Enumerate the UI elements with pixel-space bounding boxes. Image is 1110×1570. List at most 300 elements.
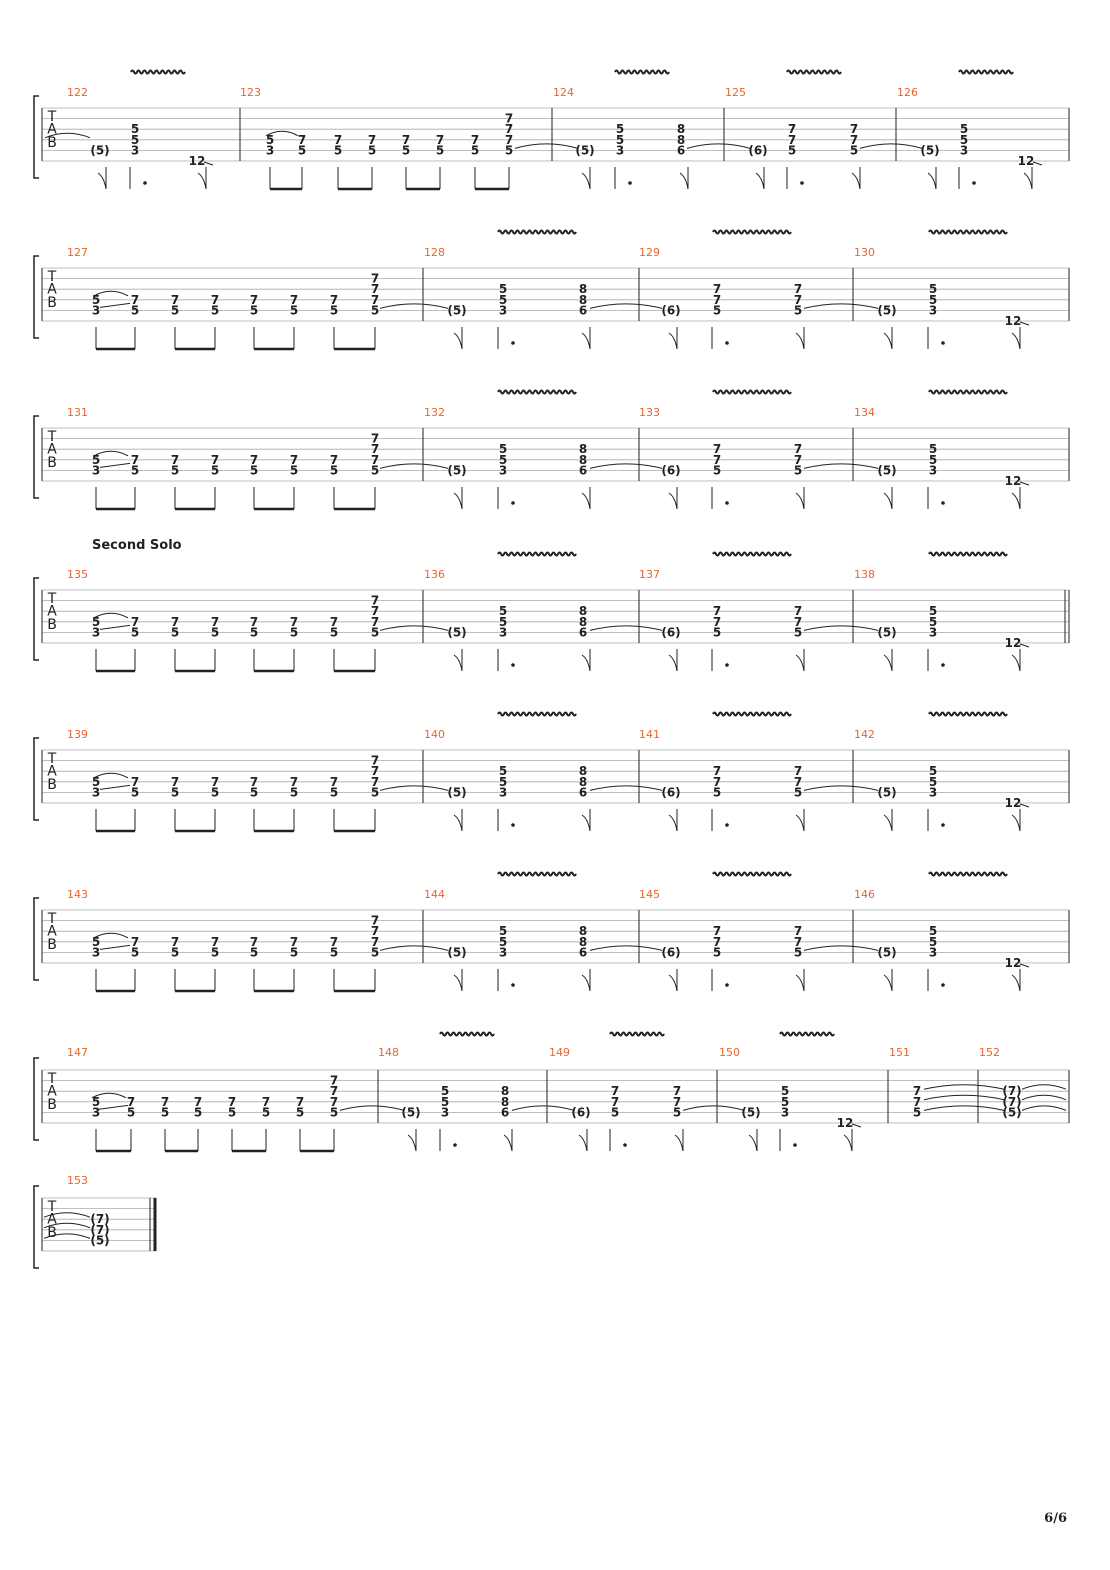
fret-number: 5: [712, 463, 722, 478]
fret-number: 7: [712, 452, 722, 467]
fret-number: 6: [578, 303, 588, 318]
vibrato-mark: [929, 713, 1007, 716]
note-stem-flag: [884, 809, 892, 831]
fret-number: 3: [928, 945, 938, 960]
fret-number: 5: [928, 282, 938, 297]
note-stem-flag: [680, 167, 688, 189]
fret-number: (5): [575, 143, 595, 158]
tie-arc: [380, 304, 448, 309]
fret-number: (5): [877, 625, 897, 640]
tie-arc: [515, 144, 578, 149]
tab-letter-t: T: [47, 1199, 57, 1215]
fret-number: 5: [928, 934, 938, 949]
fret-number: 8: [578, 934, 588, 949]
fret-number: 7: [289, 292, 299, 307]
fret-number: 3: [91, 463, 101, 478]
note-stem-flag: [454, 487, 462, 509]
tab-letter-a: A: [47, 923, 57, 940]
measure-number: 123: [240, 86, 261, 99]
fret-number: 8: [500, 1084, 510, 1099]
tie-arc: [590, 626, 662, 631]
fret-number: 12: [1004, 314, 1022, 328]
fret-number: 7: [170, 614, 180, 629]
system-bracket: [34, 898, 39, 980]
fret-number: 5: [289, 945, 299, 960]
vibrato-mark: [498, 231, 576, 234]
fret-number: 7: [370, 271, 380, 286]
fret-number: 7: [912, 1094, 922, 1109]
system-bracket: [34, 256, 39, 338]
fret-number: 5: [130, 785, 140, 800]
fret-number: (5): [447, 945, 467, 960]
measure-number: 125: [725, 86, 746, 99]
measure-number: 140: [424, 728, 445, 741]
measure-number: 136: [424, 568, 445, 581]
measure-number: 126: [897, 86, 918, 99]
dot: [793, 1143, 797, 1147]
system-bracket: [34, 1058, 39, 1140]
section-label: Second Solo: [92, 538, 182, 553]
measure-number: 150: [719, 1046, 740, 1059]
fret-number: 7: [289, 614, 299, 629]
fret-number: (5): [877, 785, 897, 800]
fret-number: 5: [210, 303, 220, 318]
fret-number: 8: [578, 614, 588, 629]
tab-letter-t: T: [47, 429, 57, 445]
bend-line: [100, 463, 130, 467]
system-bracket: [34, 96, 39, 178]
measure-number: 138: [854, 568, 875, 581]
fret-number: 7: [249, 292, 259, 307]
note-stem-flag: [852, 167, 860, 189]
fret-number: 7: [367, 132, 377, 147]
fret-number: 7: [289, 774, 299, 789]
vibrato-mark: [713, 391, 791, 394]
vibrato-mark: [440, 1033, 494, 1036]
fret-number: 7: [370, 753, 380, 768]
fret-number: (5): [877, 303, 897, 318]
fret-number: 7: [329, 452, 339, 467]
fret-number: 7: [712, 282, 722, 297]
fret-number: 8: [578, 282, 588, 297]
fret-number: 5: [160, 1105, 170, 1120]
fret-number: 5: [249, 945, 259, 960]
tie-arc: [380, 786, 448, 791]
tie-arc: [590, 946, 662, 951]
note-stem-flag: [669, 649, 677, 671]
fret-number: 5: [498, 452, 508, 467]
fret-number: 7: [370, 924, 380, 939]
fret-number: (6): [661, 303, 681, 318]
fret-number: 7: [435, 132, 445, 147]
measure-number: 139: [67, 728, 88, 741]
fret-number: 7: [170, 452, 180, 467]
fret-number: 3: [498, 945, 508, 960]
fret-number: (7): [1002, 1084, 1022, 1099]
measure-number: 122: [67, 86, 88, 99]
measure-number: 149: [549, 1046, 570, 1059]
dot: [941, 983, 945, 987]
fret-number: 5: [498, 282, 508, 297]
tab-letter-a: A: [47, 121, 57, 138]
fret-number: 5: [130, 303, 140, 318]
fret-number: 7: [329, 614, 339, 629]
fret-number: 5: [928, 774, 938, 789]
fret-number: 5: [928, 764, 938, 779]
fret-number: 7: [130, 292, 140, 307]
dot: [511, 823, 515, 827]
fret-number: 5: [370, 303, 380, 318]
fret-number: 7: [793, 292, 803, 307]
tab-letter-a: A: [47, 603, 57, 620]
fret-number: 7: [130, 614, 140, 629]
tie-arc: [804, 626, 878, 631]
note-stem-flag: [504, 1129, 512, 1151]
fret-number: (7): [90, 1212, 110, 1227]
note-stem-flag: [669, 809, 677, 831]
fret-number: 7: [849, 122, 859, 137]
vibrato-mark: [498, 713, 576, 716]
fret-number: 7: [912, 1084, 922, 1099]
fret-number: 5: [712, 785, 722, 800]
fret-number: 5: [261, 1105, 271, 1120]
fret-number: 7: [793, 934, 803, 949]
fret-number: (5): [90, 1233, 110, 1248]
fret-number: 7: [370, 913, 380, 928]
measure-number: 142: [854, 728, 875, 741]
tie-arc: [1022, 1085, 1066, 1090]
fret-number: 5: [170, 785, 180, 800]
fret-number: 3: [959, 143, 969, 158]
fret-number: 3: [615, 143, 625, 158]
tie-arc: [340, 1106, 404, 1111]
fret-number: 8: [578, 764, 588, 779]
fret-number: 7: [170, 774, 180, 789]
fret-number: 5: [672, 1105, 682, 1120]
fret-number: 5: [787, 143, 797, 158]
fret-number: 6: [578, 945, 588, 960]
note-stem-flag: [796, 327, 804, 349]
fret-number: 7: [370, 292, 380, 307]
fret-number: 5: [370, 463, 380, 478]
fret-number: 5: [928, 614, 938, 629]
fret-number: 12: [1004, 636, 1022, 650]
fret-number: (5): [447, 303, 467, 318]
fret-number: 7: [329, 774, 339, 789]
note-stem-flag: [1024, 167, 1032, 189]
measure-number: 127: [67, 246, 88, 259]
tab-letter-a: A: [47, 281, 57, 298]
fret-number: 7: [712, 604, 722, 619]
system-bracket: [34, 416, 39, 498]
fret-number: 7: [193, 1094, 203, 1109]
fret-number: 5: [329, 303, 339, 318]
fret-number: 7: [329, 1084, 339, 1099]
fret-number: 5: [928, 924, 938, 939]
fret-number: 3: [928, 303, 938, 318]
note-stem-flag: [796, 969, 804, 991]
fret-number: 7: [793, 764, 803, 779]
fret-number: 6: [578, 625, 588, 640]
fret-number: (6): [661, 625, 681, 640]
tie-arc: [380, 946, 448, 951]
fret-number: 7: [170, 934, 180, 949]
fret-number: 3: [91, 785, 101, 800]
fret-number: 5: [712, 945, 722, 960]
fret-number: 7: [504, 122, 514, 137]
vibrato-mark: [498, 873, 576, 876]
fret-number: 3: [498, 303, 508, 318]
note-stem-flag: [749, 1129, 757, 1151]
fret-number: 5: [91, 774, 101, 789]
fret-number: 5: [289, 303, 299, 318]
fret-number: 8: [578, 924, 588, 939]
fret-number: 5: [712, 303, 722, 318]
tie-arc: [687, 144, 750, 149]
fret-number: 7: [712, 442, 722, 457]
system-bracket: [34, 738, 39, 820]
fret-number: 3: [498, 463, 508, 478]
fret-number: 5: [289, 463, 299, 478]
fret-number: 5: [170, 945, 180, 960]
fret-number: 7: [793, 452, 803, 467]
fret-number: 7: [370, 593, 380, 608]
tab-letter-a: A: [47, 1083, 57, 1100]
vibrato-mark: [959, 71, 1013, 74]
fret-number: 7: [712, 764, 722, 779]
tie-arc: [860, 144, 922, 149]
note-stem-flag: [884, 487, 892, 509]
vibrato-mark: [498, 391, 576, 394]
tie-arc: [512, 1106, 574, 1111]
fret-number: 7: [370, 774, 380, 789]
fret-number: 7: [370, 604, 380, 619]
measure-number: 143: [67, 888, 88, 901]
fret-number: 12: [1004, 474, 1022, 488]
bend-line: [98, 1105, 128, 1109]
fret-number: 7: [249, 614, 259, 629]
fret-number: 5: [370, 625, 380, 640]
note-stem-flag: [884, 327, 892, 349]
fret-number: 3: [91, 1105, 101, 1120]
note-stem-flag: [1012, 327, 1020, 349]
fret-number: (7): [90, 1222, 110, 1237]
fret-number: 5: [249, 785, 259, 800]
dot: [941, 663, 945, 667]
fret-number: 7: [130, 934, 140, 949]
measure-number: 146: [854, 888, 875, 901]
measure-number: 131: [67, 406, 88, 419]
fret-number: 5: [130, 625, 140, 640]
fret-number: 5: [793, 463, 803, 478]
fret-number: 8: [676, 132, 686, 147]
fret-number: 5: [329, 945, 339, 960]
note-stem-flag: [579, 1129, 587, 1151]
fret-number: 7: [401, 132, 411, 147]
fret-number: 5: [170, 463, 180, 478]
fret-number: 7: [712, 924, 722, 939]
fret-number: 7: [793, 774, 803, 789]
fret-number: 5: [928, 604, 938, 619]
tie-arc: [683, 1106, 744, 1111]
fret-number: 5: [297, 143, 307, 158]
fret-number: 7: [370, 442, 380, 457]
measure-number: 137: [639, 568, 660, 581]
fret-number: 7: [793, 604, 803, 619]
fret-number: 7: [712, 934, 722, 949]
fret-number: 7: [130, 452, 140, 467]
dot: [725, 501, 729, 505]
fret-number: 7: [787, 132, 797, 147]
fret-number: 12: [1017, 154, 1035, 168]
note-stem-flag: [454, 969, 462, 991]
dot: [511, 663, 515, 667]
note-stem-flag: [796, 487, 804, 509]
note-stem-flag: [582, 809, 590, 831]
tie-arc: [804, 304, 878, 309]
fret-number: 5: [793, 303, 803, 318]
note-stem-flag: [756, 167, 764, 189]
fret-number: 5: [91, 452, 101, 467]
tie-arc: [804, 786, 878, 791]
note-stem-flag: [1012, 649, 1020, 671]
fret-number: 3: [928, 785, 938, 800]
measure-number: 128: [424, 246, 445, 259]
fret-number: (6): [661, 463, 681, 478]
note-stem-flag: [796, 809, 804, 831]
fret-number: 8: [578, 774, 588, 789]
fret-number: 5: [498, 442, 508, 457]
note-stem-flag: [408, 1129, 416, 1151]
measure-number: 152: [979, 1046, 1000, 1059]
fret-number: 5: [91, 292, 101, 307]
tab-letter-b: B: [47, 454, 57, 471]
fret-number: 3: [91, 945, 101, 960]
measure-number: 134: [854, 406, 875, 419]
fret-number: 7: [297, 132, 307, 147]
fret-number: 5: [91, 1094, 101, 1109]
tab-letter-b: B: [47, 936, 57, 953]
dot: [143, 181, 147, 185]
vibrato-mark: [929, 873, 1007, 876]
fret-number: 5: [289, 785, 299, 800]
vibrato-mark: [929, 231, 1007, 234]
fret-number: 7: [130, 774, 140, 789]
fret-number: 12: [1004, 956, 1022, 970]
measure-number: 153: [67, 1174, 88, 1187]
fret-number: 7: [610, 1084, 620, 1099]
fret-number: 5: [249, 303, 259, 318]
fret-number: 7: [712, 774, 722, 789]
vibrato-mark: [610, 1033, 664, 1036]
fret-number: 5: [265, 132, 275, 147]
fret-number: (5): [447, 625, 467, 640]
dot: [628, 181, 632, 185]
fret-number: 5: [712, 625, 722, 640]
fret-number: 5: [498, 604, 508, 619]
fret-number: 7: [672, 1084, 682, 1099]
fret-number: 5: [928, 452, 938, 467]
fret-number: 7: [329, 1073, 339, 1088]
tab-letter-t: T: [47, 1071, 57, 1087]
fret-number: 8: [500, 1094, 510, 1109]
fret-number: 7: [126, 1094, 136, 1109]
dot: [511, 983, 515, 987]
fret-number: 7: [370, 934, 380, 949]
tab-letter-t: T: [47, 109, 57, 125]
fret-number: (6): [661, 945, 681, 960]
note-stem-flag: [454, 809, 462, 831]
fret-number: 5: [498, 934, 508, 949]
fret-number: 5: [615, 132, 625, 147]
fret-number: 7: [249, 452, 259, 467]
fret-number: 5: [130, 122, 140, 137]
note-stem-flag: [669, 487, 677, 509]
note-stem-flag: [928, 167, 936, 189]
fret-number: 5: [498, 614, 508, 629]
note-stem-flag: [454, 327, 462, 349]
dot: [725, 823, 729, 827]
note-stem-flag: [675, 1129, 683, 1151]
fret-number: 5: [435, 143, 445, 158]
fret-number: (6): [571, 1105, 591, 1120]
dot: [725, 983, 729, 987]
bend-line: [100, 303, 130, 307]
tab-letter-b: B: [47, 1224, 57, 1241]
tie-arc: [380, 464, 448, 469]
fret-number: 5: [329, 463, 339, 478]
fret-number: 7: [210, 614, 220, 629]
fret-number: 5: [928, 442, 938, 457]
fret-number: 7: [329, 934, 339, 949]
fret-number: 6: [578, 785, 588, 800]
fret-number: 7: [370, 431, 380, 446]
fret-number: 7: [370, 614, 380, 629]
fret-number: 7: [610, 1094, 620, 1109]
fret-number: 7: [160, 1094, 170, 1109]
tab-letter-t: T: [47, 751, 57, 767]
vibrato-mark: [615, 71, 669, 74]
fret-number: 5: [498, 774, 508, 789]
measure-number: 144: [424, 888, 445, 901]
dot: [941, 501, 945, 505]
fret-number: 5: [170, 303, 180, 318]
tie-arc: [924, 1085, 1004, 1090]
fret-number: 3: [928, 463, 938, 478]
fret-number: 5: [912, 1105, 922, 1120]
fret-number: 5: [329, 625, 339, 640]
tab-letter-b: B: [47, 1096, 57, 1113]
fret-number: 7: [793, 924, 803, 939]
tab-staff-6: [34, 898, 1069, 980]
fret-number: 8: [578, 442, 588, 457]
fret-number: 5: [130, 463, 140, 478]
fret-number: 7: [249, 774, 259, 789]
fret-number: 5: [126, 1105, 136, 1120]
fret-number: 5: [793, 785, 803, 800]
fret-number: 12: [836, 1116, 854, 1130]
fret-number: 3: [498, 625, 508, 640]
dot: [511, 501, 515, 505]
fret-number: 7: [370, 282, 380, 297]
fret-number: 5: [295, 1105, 305, 1120]
measure-number: 151: [889, 1046, 910, 1059]
tie-arc: [590, 304, 662, 309]
fret-number: 7: [504, 111, 514, 126]
fret-number: 7: [261, 1094, 271, 1109]
fret-number: (5): [1002, 1105, 1022, 1120]
tab-letter-b: B: [47, 776, 57, 793]
